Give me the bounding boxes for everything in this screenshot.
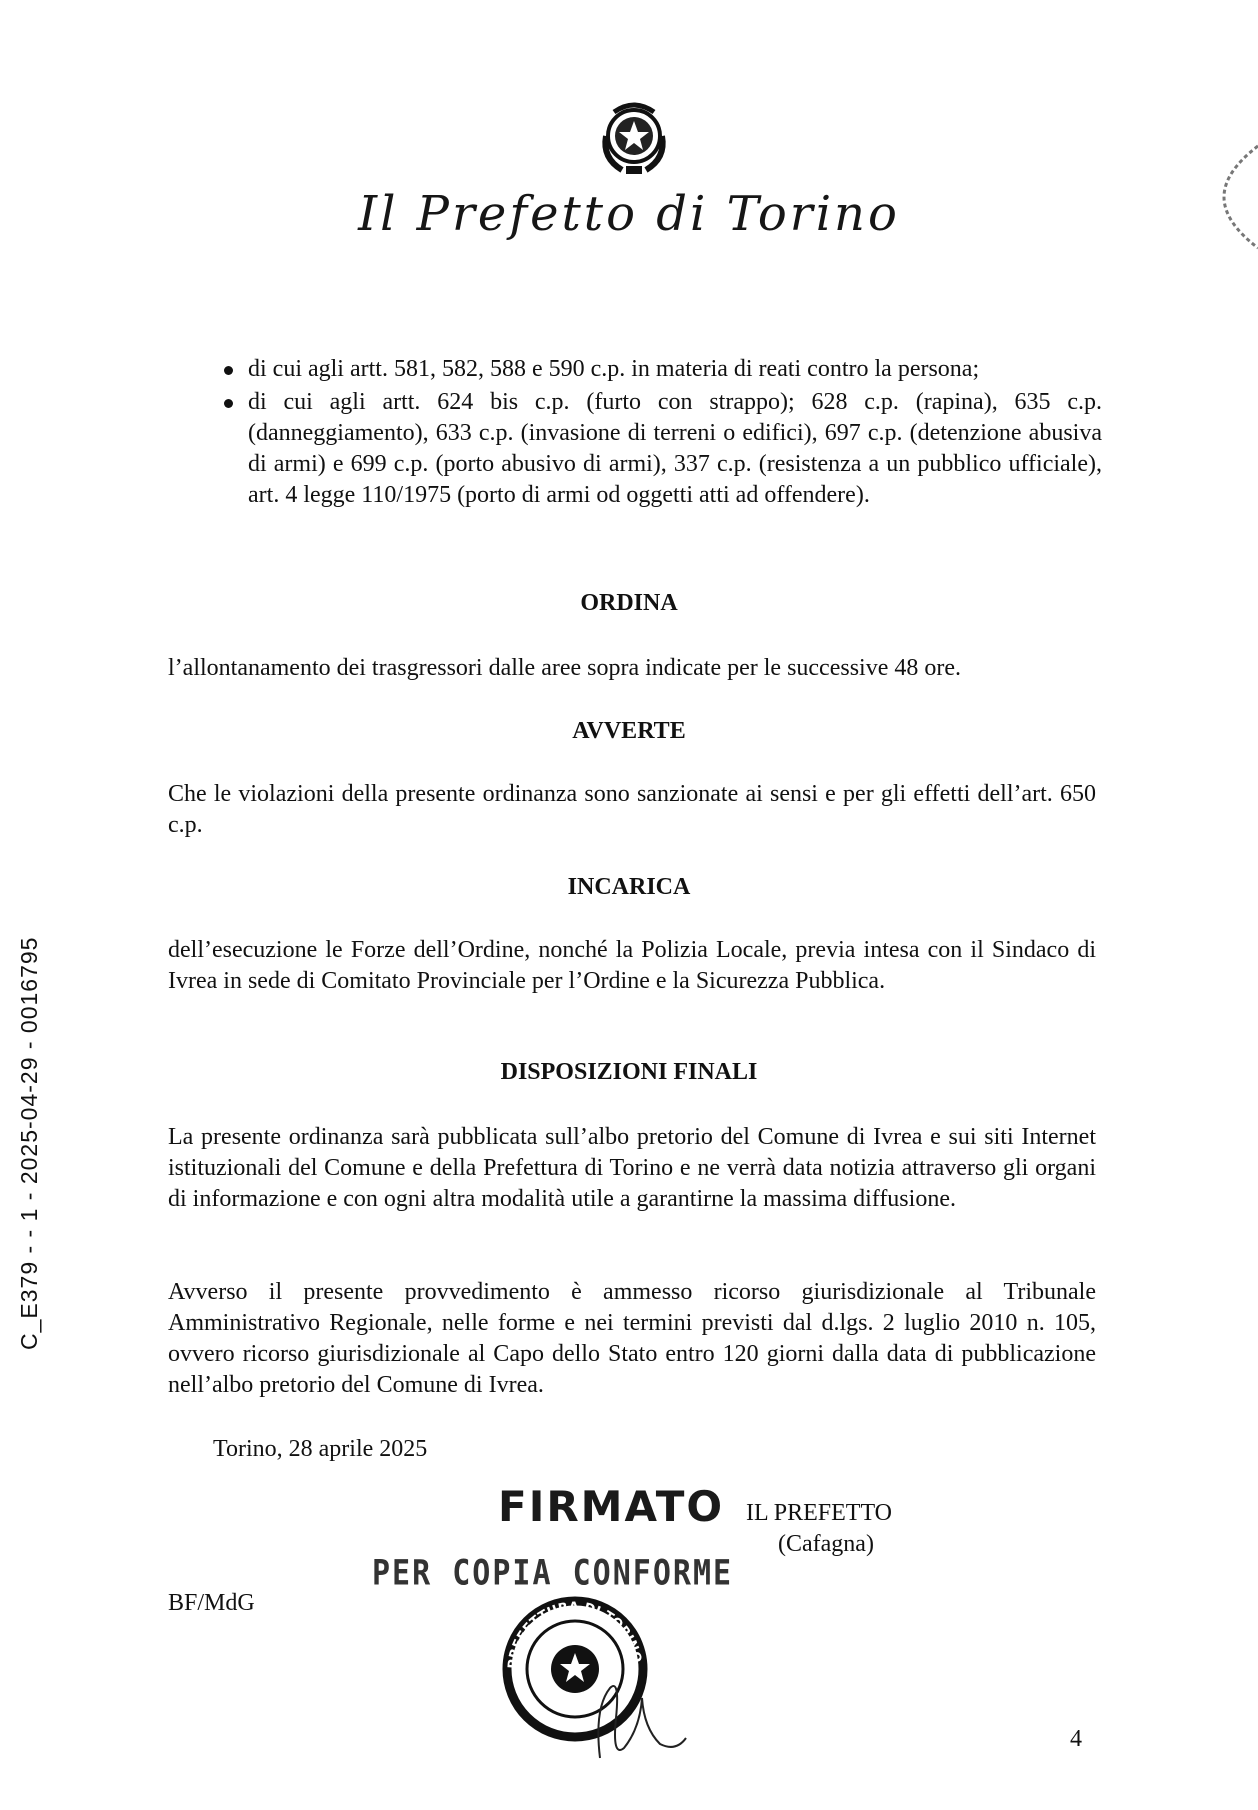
avverte-text: Che le violazioni della presente ordinanza sono sanzionate ai sensi e per gli effetti dell’art. 650 c.p. (168, 781, 1096, 838)
list-item-text: di cui agli artt. 624 bis c.p. (furto con strappo); 628 c.p. (rapina), 635 c.p. (danneggiamento), 633 c.p. (invasione di terreni o edifici), 697 c.p. (detenzione abusiva di armi) e 699 c.p. (porto abusivo di armi), 337 c.p. (resistenza a un pubblico ufficiale), art. 4 legge 110/1975 (porto di armi od oggetti atti ad offendere). (248, 389, 1102, 508)
bullet-list (222, 354, 1102, 513)
bullet-icon (224, 366, 233, 375)
protocol-number: C_E379 - - 1 - 2025-04-29 - 0016795 (16, 936, 42, 1350)
list-item-text: di cui agli artt. 581, 582, 588 e 590 c.p. in materia di reati contro la persona; (248, 356, 980, 382)
heading-ordina: ORDINA (580, 590, 678, 616)
italian-republic-emblem-icon (592, 96, 676, 180)
edge-stamp-fragment (1218, 142, 1258, 252)
prefect-name: (Cafagna) (778, 1531, 874, 1557)
handwritten-signature (580, 1668, 690, 1768)
heading-incarica: INCARICA (567, 874, 691, 900)
page-number: 4 (1070, 1726, 1082, 1752)
bullet-icon (224, 399, 233, 408)
author-initials: BF/MdG (168, 1590, 255, 1616)
round-stamp-text: PREFETTURA DI TORINO (505, 1599, 644, 1670)
prefect-title: IL PREFETTO (746, 1500, 893, 1526)
list-item (222, 387, 1102, 511)
heading-disposizioni-finali: DISPOSIZIONI FINALI (500, 1059, 758, 1085)
list-item (222, 354, 1102, 385)
ordina-text: l’allontanamento dei trasgressori dalle aree sopra indicate per le successive 48 ore. (168, 655, 962, 681)
incarica-text: dell’esecuzione le Forze dell’Ordine, nonché la Polizia Locale, previa intesa con il Sindaco di Ivrea in sede di Comitato Provinciale per l’Ordine e la Sicurezza Pubblica. (168, 937, 1096, 994)
copia-conforme-stamp: PER COPIA CONFORME (372, 1553, 734, 1594)
disposizioni-text-2: Avverso il presente provvedimento è ammesso ricorso giurisdizionale al Tribunale Amministrativo Regionale, nelle forme e nei termini previsti dal d.lgs. 2 luglio 2010 n. 105, ovvero ricorso giurisdizionale al Capo dello Stato entro 120 giorni dalla data di pubblicazione nell’albo pretorio del Comune di Ivrea. (168, 1279, 1096, 1398)
heading-avverte: AVVERTE (572, 718, 686, 744)
firmato-stamp: FIRMATO (498, 1482, 725, 1531)
header-title: Il Prefetto di Torino (358, 186, 900, 242)
disposizioni-text-1: La presente ordinanza sarà pubblicata sull’albo pretorio del Comune di Ivrea e sui siti Internet istituzionali del Comune e della Prefettura di Torino e ne verrà data notizia attraverso gli organi di informazione e con ogni altra modalità utile a garantirne la massima diffusione. (168, 1124, 1096, 1212)
date-line: Torino, 28 aprile 2025 (213, 1436, 428, 1462)
